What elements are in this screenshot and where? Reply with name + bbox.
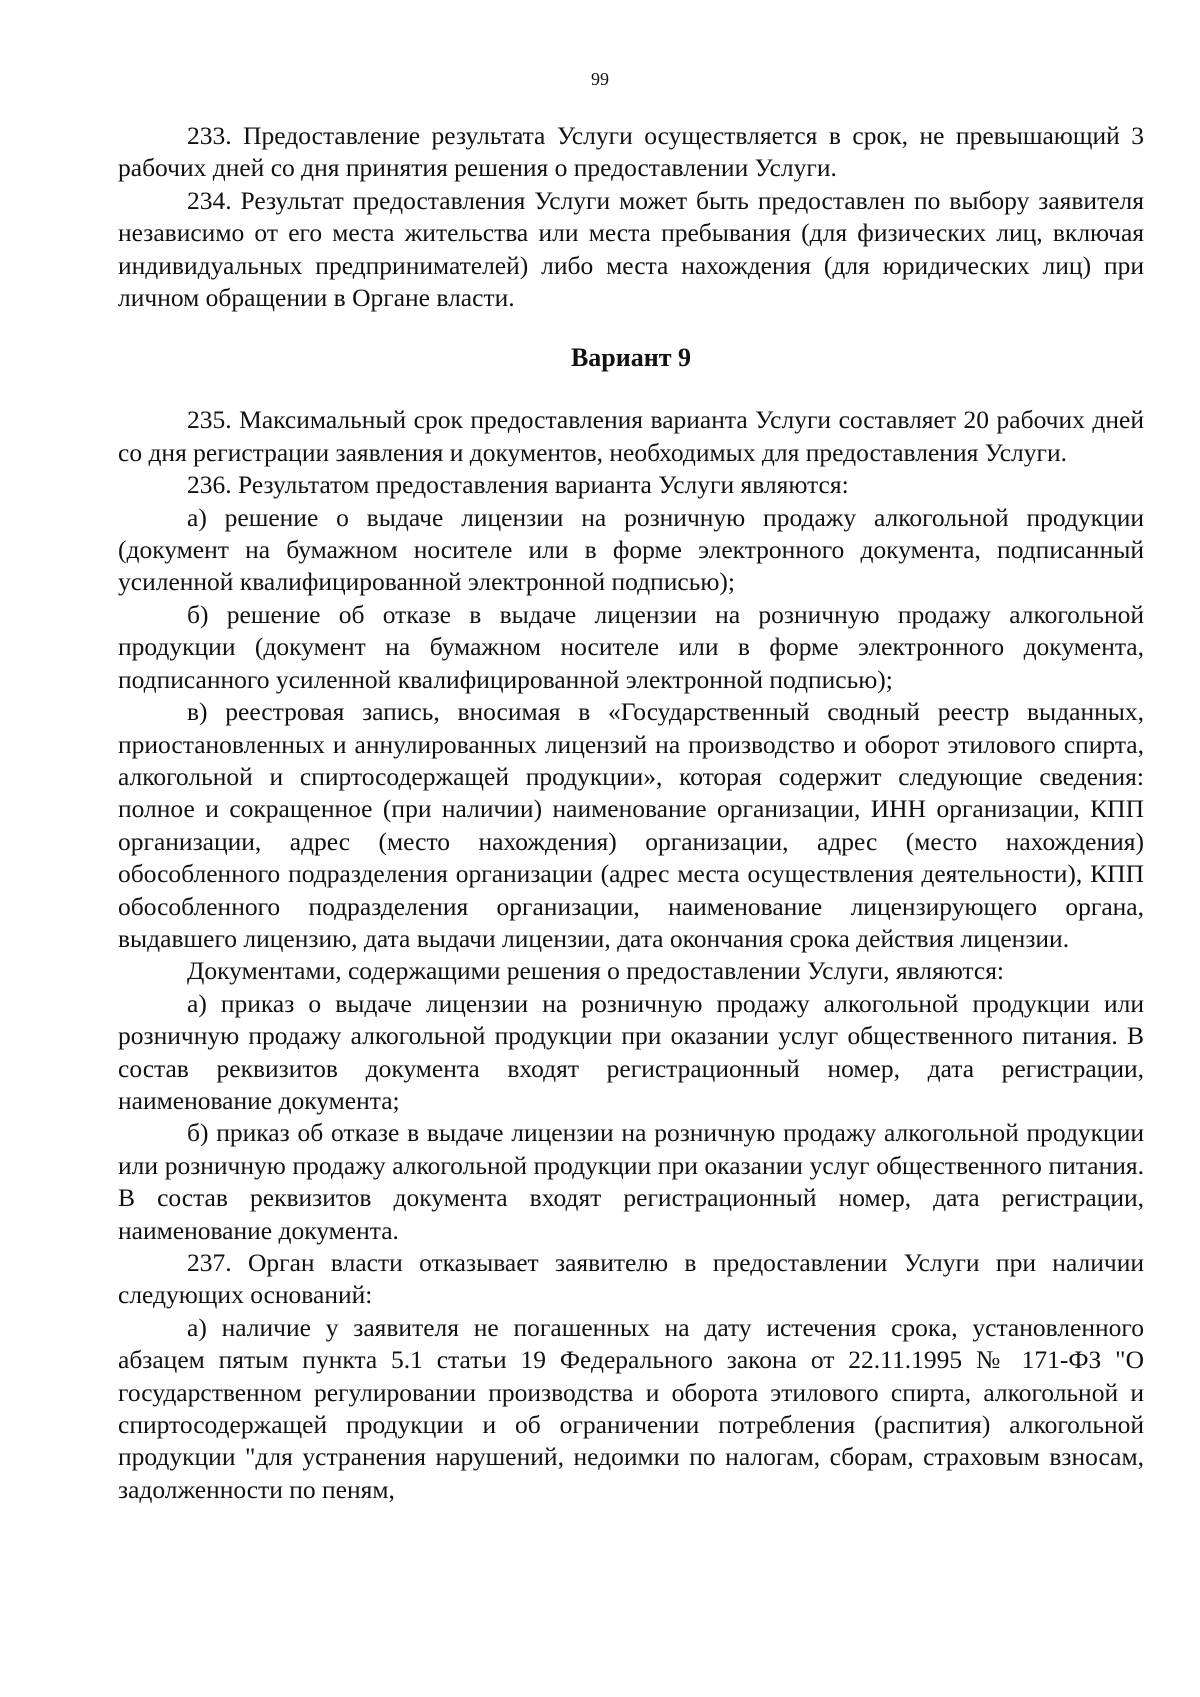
paragraph-decision-documents-a: а) приказ о выдаче лицензии на розничную продажу алкогольной продукции или розничную продажу алкогольной продукции при оказании услуг общественного питания. В состав реквизитов документа входят регистрационный номер, дата регистрации, наименование документа;: [118, 988, 1144, 1115]
paragraph-237: 237. Орган власти отказывает заявителю в предоставлении Услуги при наличии следующих оснований:: [118, 1248, 1144, 1310]
paragraph-233: 233. Предоставление результата Услуги осуществляется в срок, не превышающий 3 рабочих дней со дня принятия решения о предоставлении Услуги.: [118, 121, 1144, 183]
paragraph-236-a: а) решение о выдаче лицензии на розничную продажу алкогольной продукции (документ на бумажном носителе или в форме электронного документа, подписанный усиленной квалифицированной электронной подписью);: [118, 502, 1144, 597]
paragraph-234: 234. Результат предоставления Услуги может быть предоставлен по выбору заявителя независимо от его места жительства или места пребывания (для физических лиц, включая индивидуальных предпринимателей) либо места нахождения (для юридических лиц) при личном обращении в Органе власти.: [118, 185, 1144, 313]
page-number: 99: [591, 69, 609, 89]
paragraph-236-v: в) реестровая запись, вносимая в «Государственный сводный реестр выданных, приостановленных и аннулированных лицензий на производство и оборот этилового спирта, алкогольной и спиртосодержащей продукции», которая содержит следующие сведения: полное и сокращенное (при наличии) наименование организации, ИНН организации, КПП организации, адрес (место нахождения) организации, адрес (место нахождения) обособленного подразделения организации (адрес места осуществления деятельности), КПП обособленного подразделения организации, наименование лицензирующего органа, выдавшего лицензию, дата выдачи лицензии, дата окончания срока действия лицензии.: [118, 697, 1144, 953]
document-body: [118, 120, 1144, 1506]
section-heading: Вариант 9: [570, 343, 692, 373]
paragraph-decision-documents-b: б) приказ об отказе в выдаче лицензии на розничную продажу алкогольной продукции или розничную продажу алкогольной продукции при оказании услуг общественного питания. В состав реквизитов документа входят регистрационный номер, дата регистрации, наименование документа.: [118, 1118, 1144, 1245]
paragraph-236: 236. Результатом предоставления варианта Услуги являются:: [187, 470, 849, 500]
paragraph-236-b: б) решение об отказе в выдаче лицензии на розничную продажу алкогольной продукции (документ на бумажном носителе или в форме электронного документа, подписанного усиленной квалифицированной электронной подписью);: [118, 599, 1144, 694]
paragraph-decision-documents: Документами, содержащими решения о предоставлении Услуги, являются:: [187, 956, 1005, 986]
paragraph-235: 235. Максимальный срок предоставления варианта Услуги составляет 20 рабочих дней со дня регистрации заявления и документов, необходимых для предоставления Услуги.: [118, 405, 1144, 467]
paragraph-237-a: а) наличие у заявителя не погашенных на дату истечения срока, установленного абзацем пятым пункта 5.1 статьи 19 Федерального закона от 22.11.1995 № 171-ФЗ "О государственном регулировании производства и оборота этилового спирта, алкогольной и спиртосодержащей продукции и об ограничении потребления (распития) алкогольной продукции "для устранения нарушений, недоимки по налогам, сборам, страховым взносам, задолженности по пеням,: [118, 1312, 1144, 1504]
